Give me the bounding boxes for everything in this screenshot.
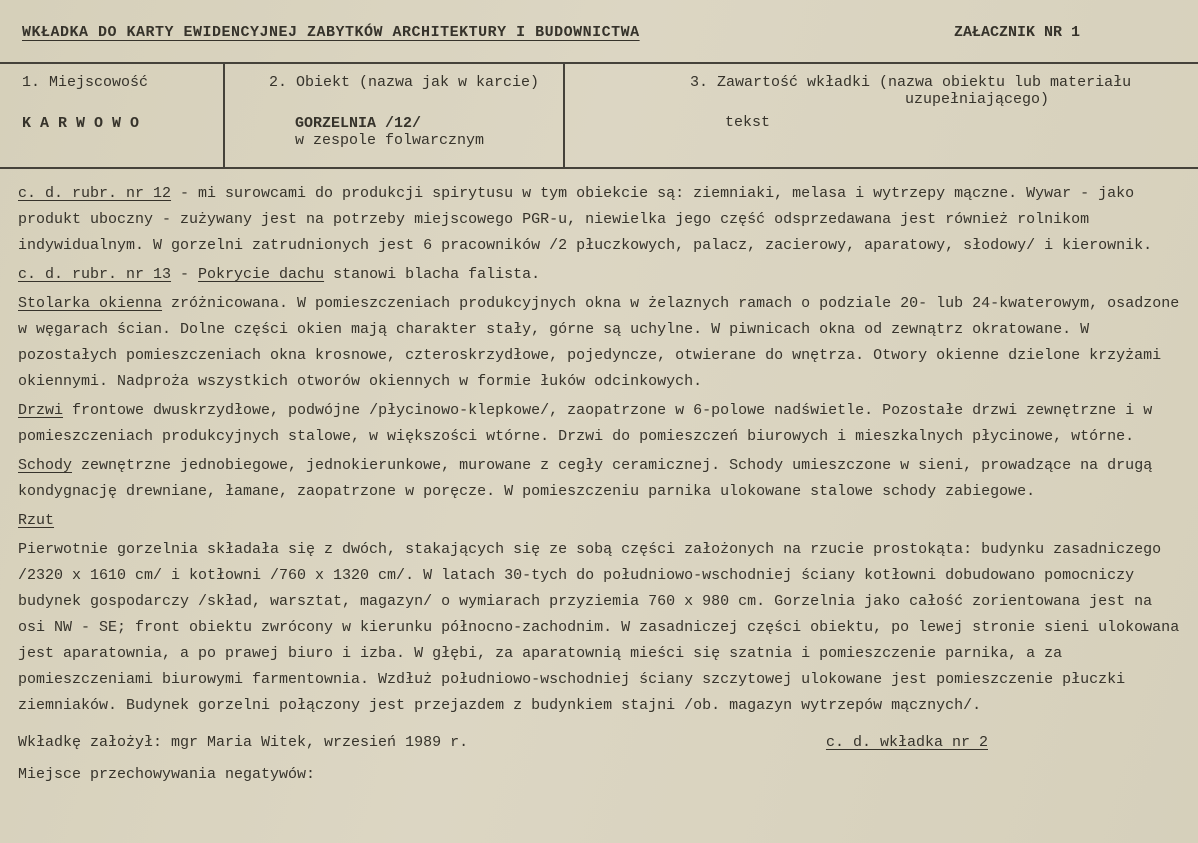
header-table bbox=[0, 64, 1198, 169]
document-footer bbox=[0, 722, 1198, 788]
document-title: WKŁADKA DO KARTY EWIDENCYJNEJ ZABYTKÓW ARCHITEKTURY I BUDOWNICTWA bbox=[22, 24, 640, 41]
document-header bbox=[0, 0, 1198, 64]
field-label-zawartosc-line2: uzupełniającego) bbox=[905, 91, 1050, 108]
paragraph bbox=[18, 181, 1182, 259]
body-text bbox=[0, 169, 1198, 719]
table-cell-miejscowosc bbox=[0, 64, 225, 167]
underlined-text: Rzut bbox=[18, 512, 55, 529]
field-value-zawartosc: tekst bbox=[725, 114, 771, 131]
underlined-text: Drzwi bbox=[18, 402, 64, 419]
underlined-text: c. d. rubr. nr 12 bbox=[18, 185, 172, 202]
underlined-text: Schody bbox=[18, 457, 73, 474]
field-label-miejscowosc: 1. Miejscowość bbox=[22, 74, 149, 91]
field-value-miejscowosc: K A R W O W O bbox=[22, 115, 140, 132]
continuation-note: c. d. wkładka nr 2 bbox=[825, 734, 988, 751]
text-segment: - mi surowcami do produkcji spirytusu w tym obiekcie są: ziemniaki, melasa i wytrzepy mączne. Wywar - jako produkt uboczny - zużywany jest na potrzeby miejscowego PGR-u, niewielka jego część odsprzedawana jest również rolnikom indywidualnym. W gorzelni zatrudnionych jest 6 pracowników /2 płuczkowych, palacz, zacierowy, aparatowy, słodowy/ i kierownik. bbox=[18, 185, 1153, 254]
text-segment: zewnętrzne jednobiegowe, jednokierunkowe, murowane z cegły ceramicznej. Schody umieszczone w sieni, prowadzące na drugą kondygnację drewniane, łamane, zaopatrzone w poręcze. W pomieszczeniu parnika ulokowane stalowe schody zabiegowe. bbox=[18, 457, 1153, 500]
footer-row bbox=[18, 730, 1198, 756]
text-segment: zróżnicowana. W pomieszczeniach produkcyjnych okna w żelaznych ramach o podziale 20- lub 24-kwaterowym, osadzone w węgarach ścian. Dolne części okien mają charakter stały, górne są uchylne. W piwnicach okna od zewnątrz okratowane. W pozostałych pomieszczeniach okna krosnowe, czteroskrzydłowe, pojedyncze, otwierane do wnętrza. Otwory okienne dzielone krzyżami okiennymi. Nadproża wszystkich otworów okiennych w formie łuków odcinkowych. bbox=[18, 295, 1180, 390]
created-by-note: Wkładkę założył: mgr Maria Witek, wrzesień 1989 r. bbox=[18, 734, 469, 751]
paragraph bbox=[18, 537, 1182, 719]
text-segment: frontowe dwuskrzydłowe, podwójne /płycinowo-klepkowe/, zaopatrzone w 6-polowe nadświetle. Pozostałe drzwi zewnętrzne i w pomieszczeniach produkcyjnych stalowe, w większości wtórne. Drzwi do pomieszczeń biurowych i mieszkalnych płycinowe, wtórne. bbox=[18, 402, 1153, 445]
negatives-location-note: Miejsce przechowywania negatywów: bbox=[18, 766, 316, 783]
underlined-text: c. d. rubr. nr 13 bbox=[18, 266, 172, 283]
underlined-text: Stolarka okienna bbox=[18, 295, 163, 312]
table-cell-obiekt bbox=[225, 64, 565, 167]
field-label-zawartosc-line1: 3. Zawartość wkładki (nazwa obiektu lub materiału bbox=[690, 74, 1132, 91]
table-cell-zawartosc bbox=[565, 64, 1198, 167]
attachment-label: ZAŁACZNIK NR 1 bbox=[953, 24, 1080, 41]
paragraph bbox=[18, 291, 1182, 395]
paragraph bbox=[18, 398, 1182, 450]
text-segment: - bbox=[171, 266, 199, 283]
field-label-obiekt: 2. Obiekt (nazwa jak w karcie) bbox=[269, 74, 540, 91]
field-value-obiekt-context: w zespole folwarcznym bbox=[295, 132, 485, 149]
paragraph bbox=[18, 262, 1182, 288]
text-segment: Pierwotnie gorzelnia składała się z dwóch, stakających się ze sobą części założonych na rzucie prostokąta: budynku zasadniczego /2320 x 1610 cm/ i kotłowni /760 x 1320 cm/. W latach 30-tych do południowo-wschodniej ściany kotłowni dobudowano pomocniczy budynek gospodarczy /skład, warsztat, magazyn/ o wymiarach przyziemia 760 x 980 cm. Gorzelnia jako całość zorientowana jest na osi NW - SE; front obiektu zwrócony w kierunku północno-zachodnim. W zasadniczej części obiektu, po lewej stronie sieni ulokowana jest aparatownia, a po prawej biuro i izba. W głębi, za aparatownią mieści się szatnia i pomieszczenie parnika, a za pomieszczeniami biurowymi farmentownia. Wzdłuż południowo-wschodniej ściany szczytowej ulokowane jest pomieszczenie płuczki ziemniaków. Budynek gorzelni połączony jest przejazdem z budynkiem stajni /ob. magazyn wytrzepów mącznych/. bbox=[18, 541, 1180, 714]
paragraph bbox=[18, 508, 1182, 534]
underlined-text: Pokrycie dachu bbox=[198, 266, 325, 283]
paragraph bbox=[18, 453, 1182, 505]
text-segment: stanowi blacha falista. bbox=[324, 266, 541, 283]
field-value-obiekt-name: GORZELNIA /12/ bbox=[295, 115, 422, 132]
